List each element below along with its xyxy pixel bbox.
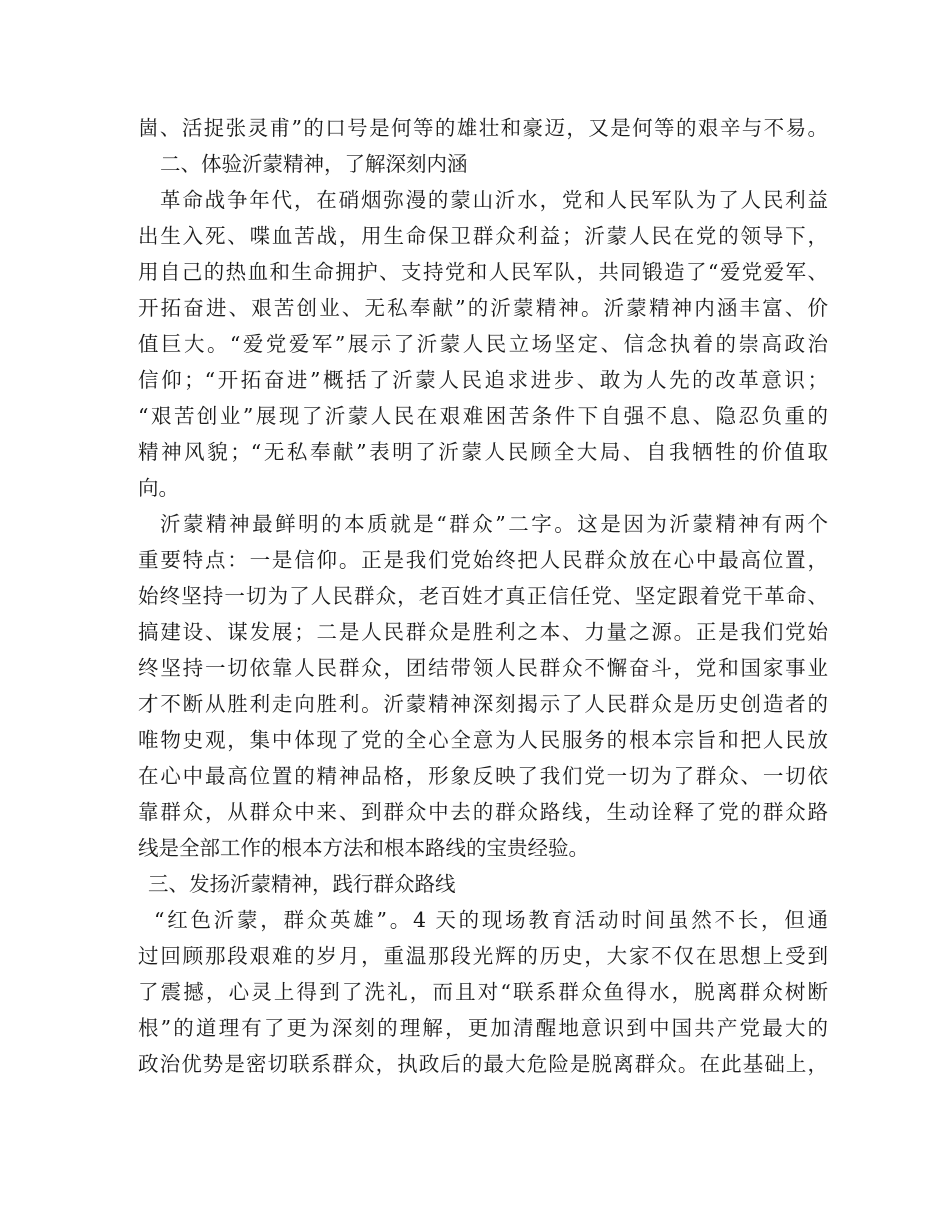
section-heading-2: 二、体验沂蒙精神，了解深刻内涵 [160,152,468,176]
text-line-20: 靠群众，从群众中来、到群众中去的群众路线，生动诠释了党的群众路 [138,800,828,824]
text-line-16: 终坚持一切依靠人民群众，团结带领人民群众不懈奋斗，党和国家事业 [138,656,828,680]
text-line-13: 重要特点：一是信仰。正是我们党始终把人民群众放在心中最高位置， [138,548,828,572]
text-line-18: 唯物史观，集中体现了党的全心全意为人民服务的根本宗旨和把人民放 [138,728,828,752]
text-line-10: 精神风貌；“无私奉献”表明了沂蒙人民顾全大局、自我牺牲的价值取 [138,440,828,464]
text-line-24: 过回顾那段艰难的岁月，重温那段光辉的历史，大家不仅在思想上受到 [138,944,828,968]
section-heading-3: 三、发扬沂蒙精神，践行群众路线 [148,872,456,896]
text-line-21: 线是全部工作的根本方法和根本路线的宝贵经验。 [138,836,589,860]
text-line-9: “艰苦创业”展现了沂蒙人民在艰难困苦条件下自强不息、隐忍负重的 [138,404,828,428]
text-line-8: 信仰；“开拓奋进”概括了沂蒙人民追求进步、敢为人先的改革意识； [138,368,828,392]
text-line-17: 才不断从胜利走向胜利。沂蒙精神深刻揭示了人民群众是历史创造者的 [138,692,828,716]
text-line-14: 始终坚持一切为了人民群众，老百姓才真正信任党、坚定跟着党干革命、 [138,584,828,608]
text-line-1: 崮、活捉张灵甫”的口号是何等的雄壮和豪迈，又是何等的艰辛与不易。 [138,116,828,140]
text-line-25: 了震撼，心灵上得到了洗礼，而且对“联系群众鱼得水，脱离群众树断 [138,980,828,1004]
text-line-19: 在心中最高位置的精神品格，形象反映了我们党一切为了群众、一切依 [138,764,828,788]
paragraph-start-line: “红色沂蒙，群众英雄”。4 天的现场教育活动时间虽然不长，但通 [154,908,828,932]
text-line-7: 值巨大。“爱党爱军”展示了沂蒙人民立场坚定、信念执着的崇高政治 [138,332,828,356]
paragraph-start-line: 沂蒙精神最鲜明的本质就是“群众”二字。这是因为沂蒙精神有两个 [160,512,828,536]
text-line-6: 开拓奋进、艰苦创业、无私奉献”的沂蒙精神。沂蒙精神内涵丰富、价 [138,296,828,320]
text-line-4: 出生入死、喋血苦战，用生命保卫群众利益；沂蒙人民在党的领导下， [138,224,828,248]
paragraph-start-line: 革命战争年代，在硝烟弥漫的蒙山沂水，党和人民军队为了人民利益 [160,188,828,212]
text-line-27: 政治优势是密切联系群众，执政后的最大危险是脱离群众。在此基础上， [138,1052,828,1076]
text-line-15: 搞建设、谋发展；二是人民群众是胜利之本、力量之源。正是我们党始 [138,620,828,644]
text-line-11: 向。 [138,476,179,500]
text-line-26: 根”的道理有了更为深刻的理解，更加清醒地意识到中国共产党最大的 [138,1016,828,1040]
text-line-5: 用自己的热血和生命拥护、支持党和人民军队，共同锻造了“爱党爱军、 [138,260,828,284]
